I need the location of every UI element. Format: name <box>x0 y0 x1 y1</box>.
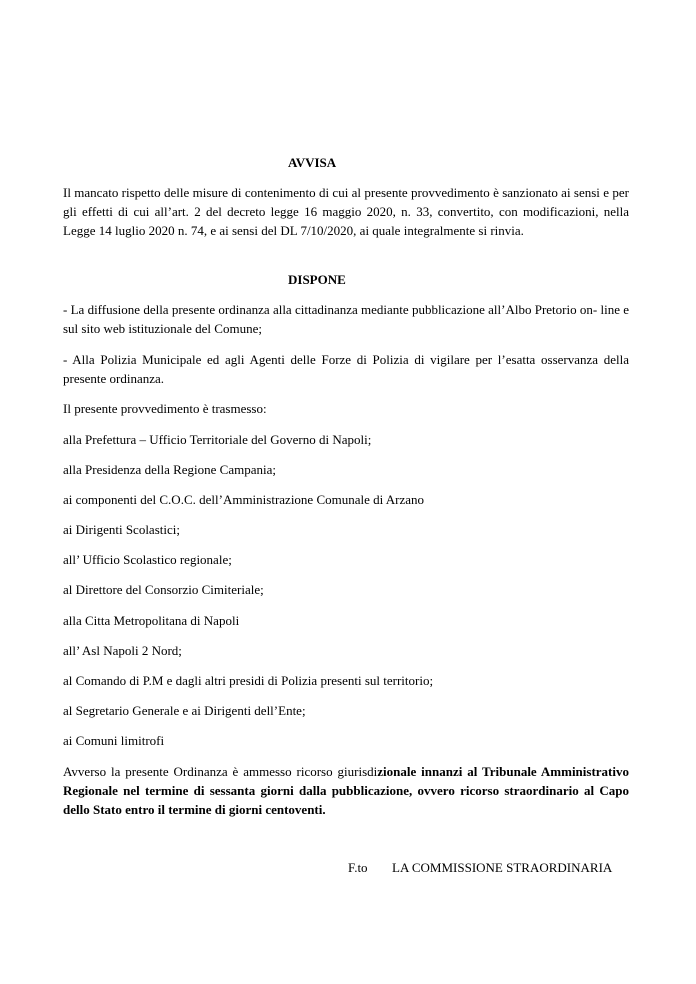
dispone-item-diffusione: - La diffusione della presente ordinanza alla cittadinanza mediante pubblicazione all’Albo Pretorio on- line e sul sito web istituzionale del Comune; <box>63 302 629 336</box>
signature-prefix: F.to <box>348 860 368 875</box>
ricorso-bold-text: zionale innanzi al Tribunale Amministrativo Regionale nel termine di sessanta giorni dalla pubblicazione, ovvero ricorso straordinario al Capo dello Stato entro il termine di giorni centoventi. <box>63 764 629 817</box>
recipient-item: ai Comuni limitrofi <box>63 733 165 748</box>
recipient-item: all’ Ufficio Scolastico regionale; <box>63 552 232 567</box>
trasmesso-intro: Il presente provvedimento è trasmesso: <box>63 401 267 416</box>
avvisa-paragraph: Il mancato rispetto delle misure di contenimento di cui al presente provvedimento è sanzionato ai sensi e per gli effetti di cui all’art. 2 del decreto legge 16 maggio 2020, n. 33, convertito, con modificazioni, nella Legge 14 luglio 2020 n. 74, e ai sensi del DL 7/10/2020, ai quale integralmente si rinvia. <box>63 185 629 238</box>
recipient-item: ai componenti del C.O.C. dell’Amministrazione Comunale di Arzano <box>63 492 425 507</box>
ricorso-paragraph <box>63 762 629 819</box>
heading-avvisa: AVVISA <box>288 155 337 170</box>
dispone-item-polizia: - Alla Polizia Municipale ed agli Agenti delle Forze di Polizia di vigilare per l’esatta osservanza della presente ordinanza. <box>63 352 629 386</box>
signature-name: LA COMMISSIONE STRAORDINARIA <box>392 860 613 875</box>
recipient-item: alla Citta Metropolitana di Napoli <box>63 613 240 628</box>
recipient-item: alla Prefettura – Ufficio Territoriale del Governo di Napoli; <box>63 432 372 447</box>
recipient-item: al Direttore del Consorzio Cimiteriale; <box>63 582 264 597</box>
recipient-item: all’ Asl Napoli 2 Nord; <box>63 643 182 658</box>
heading-dispone: DISPONE <box>288 272 346 287</box>
recipient-item: al Segretario Generale e ai Dirigenti dell’Ente; <box>63 703 306 718</box>
ricorso-plain-text: Avverso la presente Ordinanza è ammesso ricorso giurisdi <box>63 764 378 779</box>
recipient-item: ai Dirigenti Scolastici; <box>63 522 180 537</box>
recipient-item: alla Presidenza della Regione Campania; <box>63 462 276 477</box>
recipient-item: al Comando di P.M e dagli altri presidi di Polizia presenti sul territorio; <box>63 673 434 688</box>
